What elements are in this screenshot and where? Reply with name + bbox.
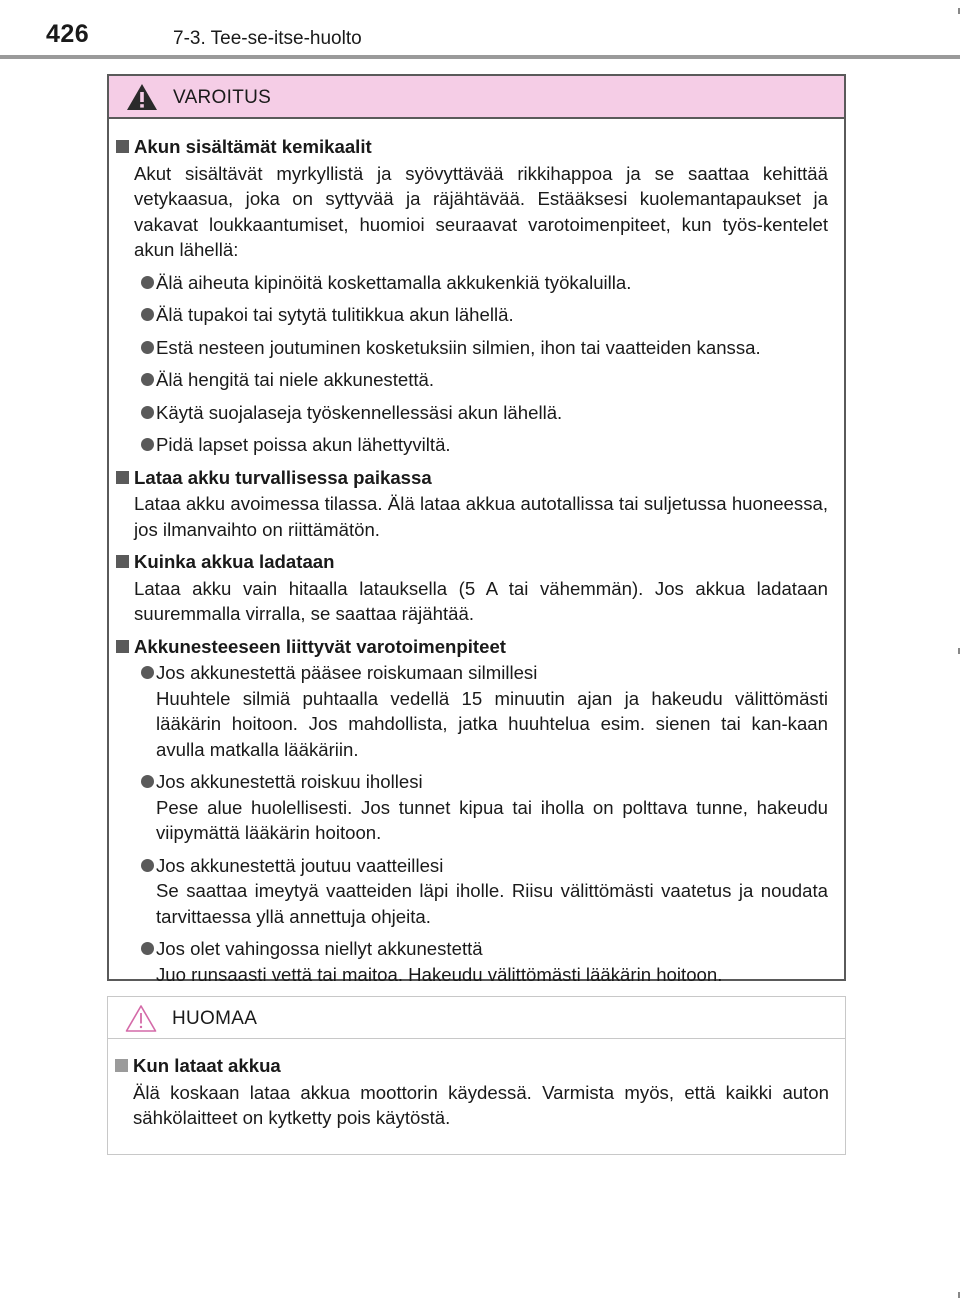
section-title: 7-3. Tee-se-itse-huolto <box>173 28 362 49</box>
header-rule <box>0 55 960 59</box>
list-item: Älä aiheuta kipinöitä koskettamalla akkukenkiä työkaluilla. <box>109 270 844 296</box>
section-text: Lataa akku avoimessa tilassa. Älä lataa akkua autotallissa tai suljetussa huoneessa, jos ilmanvaihto on riittämätön. <box>134 493 828 540</box>
section-heading: Kuinka akkua ladataan <box>109 549 844 575</box>
section-heading: Kun lataat akkua <box>108 1053 845 1079</box>
list-item: Älä tupakoi tai sytytä tulitikkua akun lähellä. <box>109 302 844 328</box>
warning-content <box>109 134 844 987</box>
section-text: Lataa akku vain hitaalla latauksella (5 A tai vähemmän). Jos akkua ladataan suuremmalla virralla, se saattaa räjähtää. <box>134 577 828 624</box>
notice-label: HUOMAA <box>172 1008 258 1029</box>
round-bullet-icon <box>141 373 154 386</box>
round-bullet-icon <box>141 775 154 788</box>
square-bullet-icon <box>116 471 129 484</box>
section-heading: Akun sisältämät kemikaalit <box>109 134 844 160</box>
round-bullet-icon <box>141 438 154 451</box>
caution-triangle-icon <box>124 1003 158 1033</box>
warning-box <box>107 74 846 985</box>
round-bullet-icon <box>141 308 154 321</box>
list-item: Jos akkunestettä pääsee roiskumaan silmillesi Huuhtele silmiä puhtaalla vedellä 15 minuutin ajan ja hakeudu välittömästi lääkärin hoitoon. Jos mahdollista, jatka huuhtelua esim. sienen tai kan-kaan avulla matkalla lääkäriin. <box>109 660 844 762</box>
round-bullet-icon <box>141 276 154 289</box>
notice-header <box>108 997 845 1039</box>
list-item: Käytä suojalaseja työskennellessäsi akun lähellä. <box>109 400 844 426</box>
round-bullet-icon <box>141 666 154 679</box>
square-bullet-icon <box>116 140 129 153</box>
list-item: Jos akkunestettä joutuu vaatteillesi Se saattaa imeytyä vaatteiden läpi iholle. Riisu välittömästi vaatetus ja noudata tarvittaessa yllä annettuja ohjeita. <box>109 853 844 930</box>
section-heading: Akkunesteeseen liittyvät varotoimenpiteet <box>109 634 844 660</box>
warning-header <box>109 76 844 119</box>
notice-box <box>107 996 846 1155</box>
list-item: Estä nesteen joutuminen kosketuksiin silmien, ihon tai vaatteiden kanssa. <box>109 335 844 361</box>
page-header <box>0 0 960 58</box>
section-text: Akut sisältävät myrkyllistä ja syövyttävää rikkihappoa ja se saattaa kehittää vetykaasua, joka on syttyvää ja räjähtävää. Estääksesi kuolemantapaukset ja vakavat loukkaantumiset, huomioi seuraavat varotoimenpiteet, kun työs-kentelet akun lähellä: <box>134 162 828 260</box>
list-item: Jos olet vahingossa niellyt akkunestettä Juo runsaasti vettä tai maitoa. Hakeudu välittömästi lääkärin hoitoon. <box>109 936 844 987</box>
round-bullet-icon <box>141 341 154 354</box>
list-item: Pidä lapset poissa akun lähettyviltä. <box>109 432 844 458</box>
notice-content <box>108 1053 845 1131</box>
warning-label: VAROITUS <box>173 87 272 108</box>
page-number: 426 <box>46 20 90 48</box>
square-bullet-icon <box>115 1059 128 1072</box>
section-text: Älä koskaan lataa akkua moottorin käydessä. Varmista myös, että kaikki auton sähkölaitteet on kytketty pois käytöstä. <box>133 1081 829 1128</box>
warning-triangle-icon <box>125 82 159 112</box>
list-item: Älä hengitä tai niele akkunestettä. <box>109 367 844 393</box>
list-item: Jos akkunestettä roiskuu ihollesi Pese alue huolellisesti. Jos tunnet kipua tai iholla on polttava tunne, hakeudu viipymättä lääkärin hoitoon. <box>109 769 844 846</box>
square-bullet-icon <box>116 555 129 568</box>
square-bullet-icon <box>116 640 129 653</box>
section-heading: Lataa akku turvallisessa paikassa <box>109 465 844 491</box>
round-bullet-icon <box>141 942 154 955</box>
round-bullet-icon <box>141 406 154 419</box>
round-bullet-icon <box>141 859 154 872</box>
